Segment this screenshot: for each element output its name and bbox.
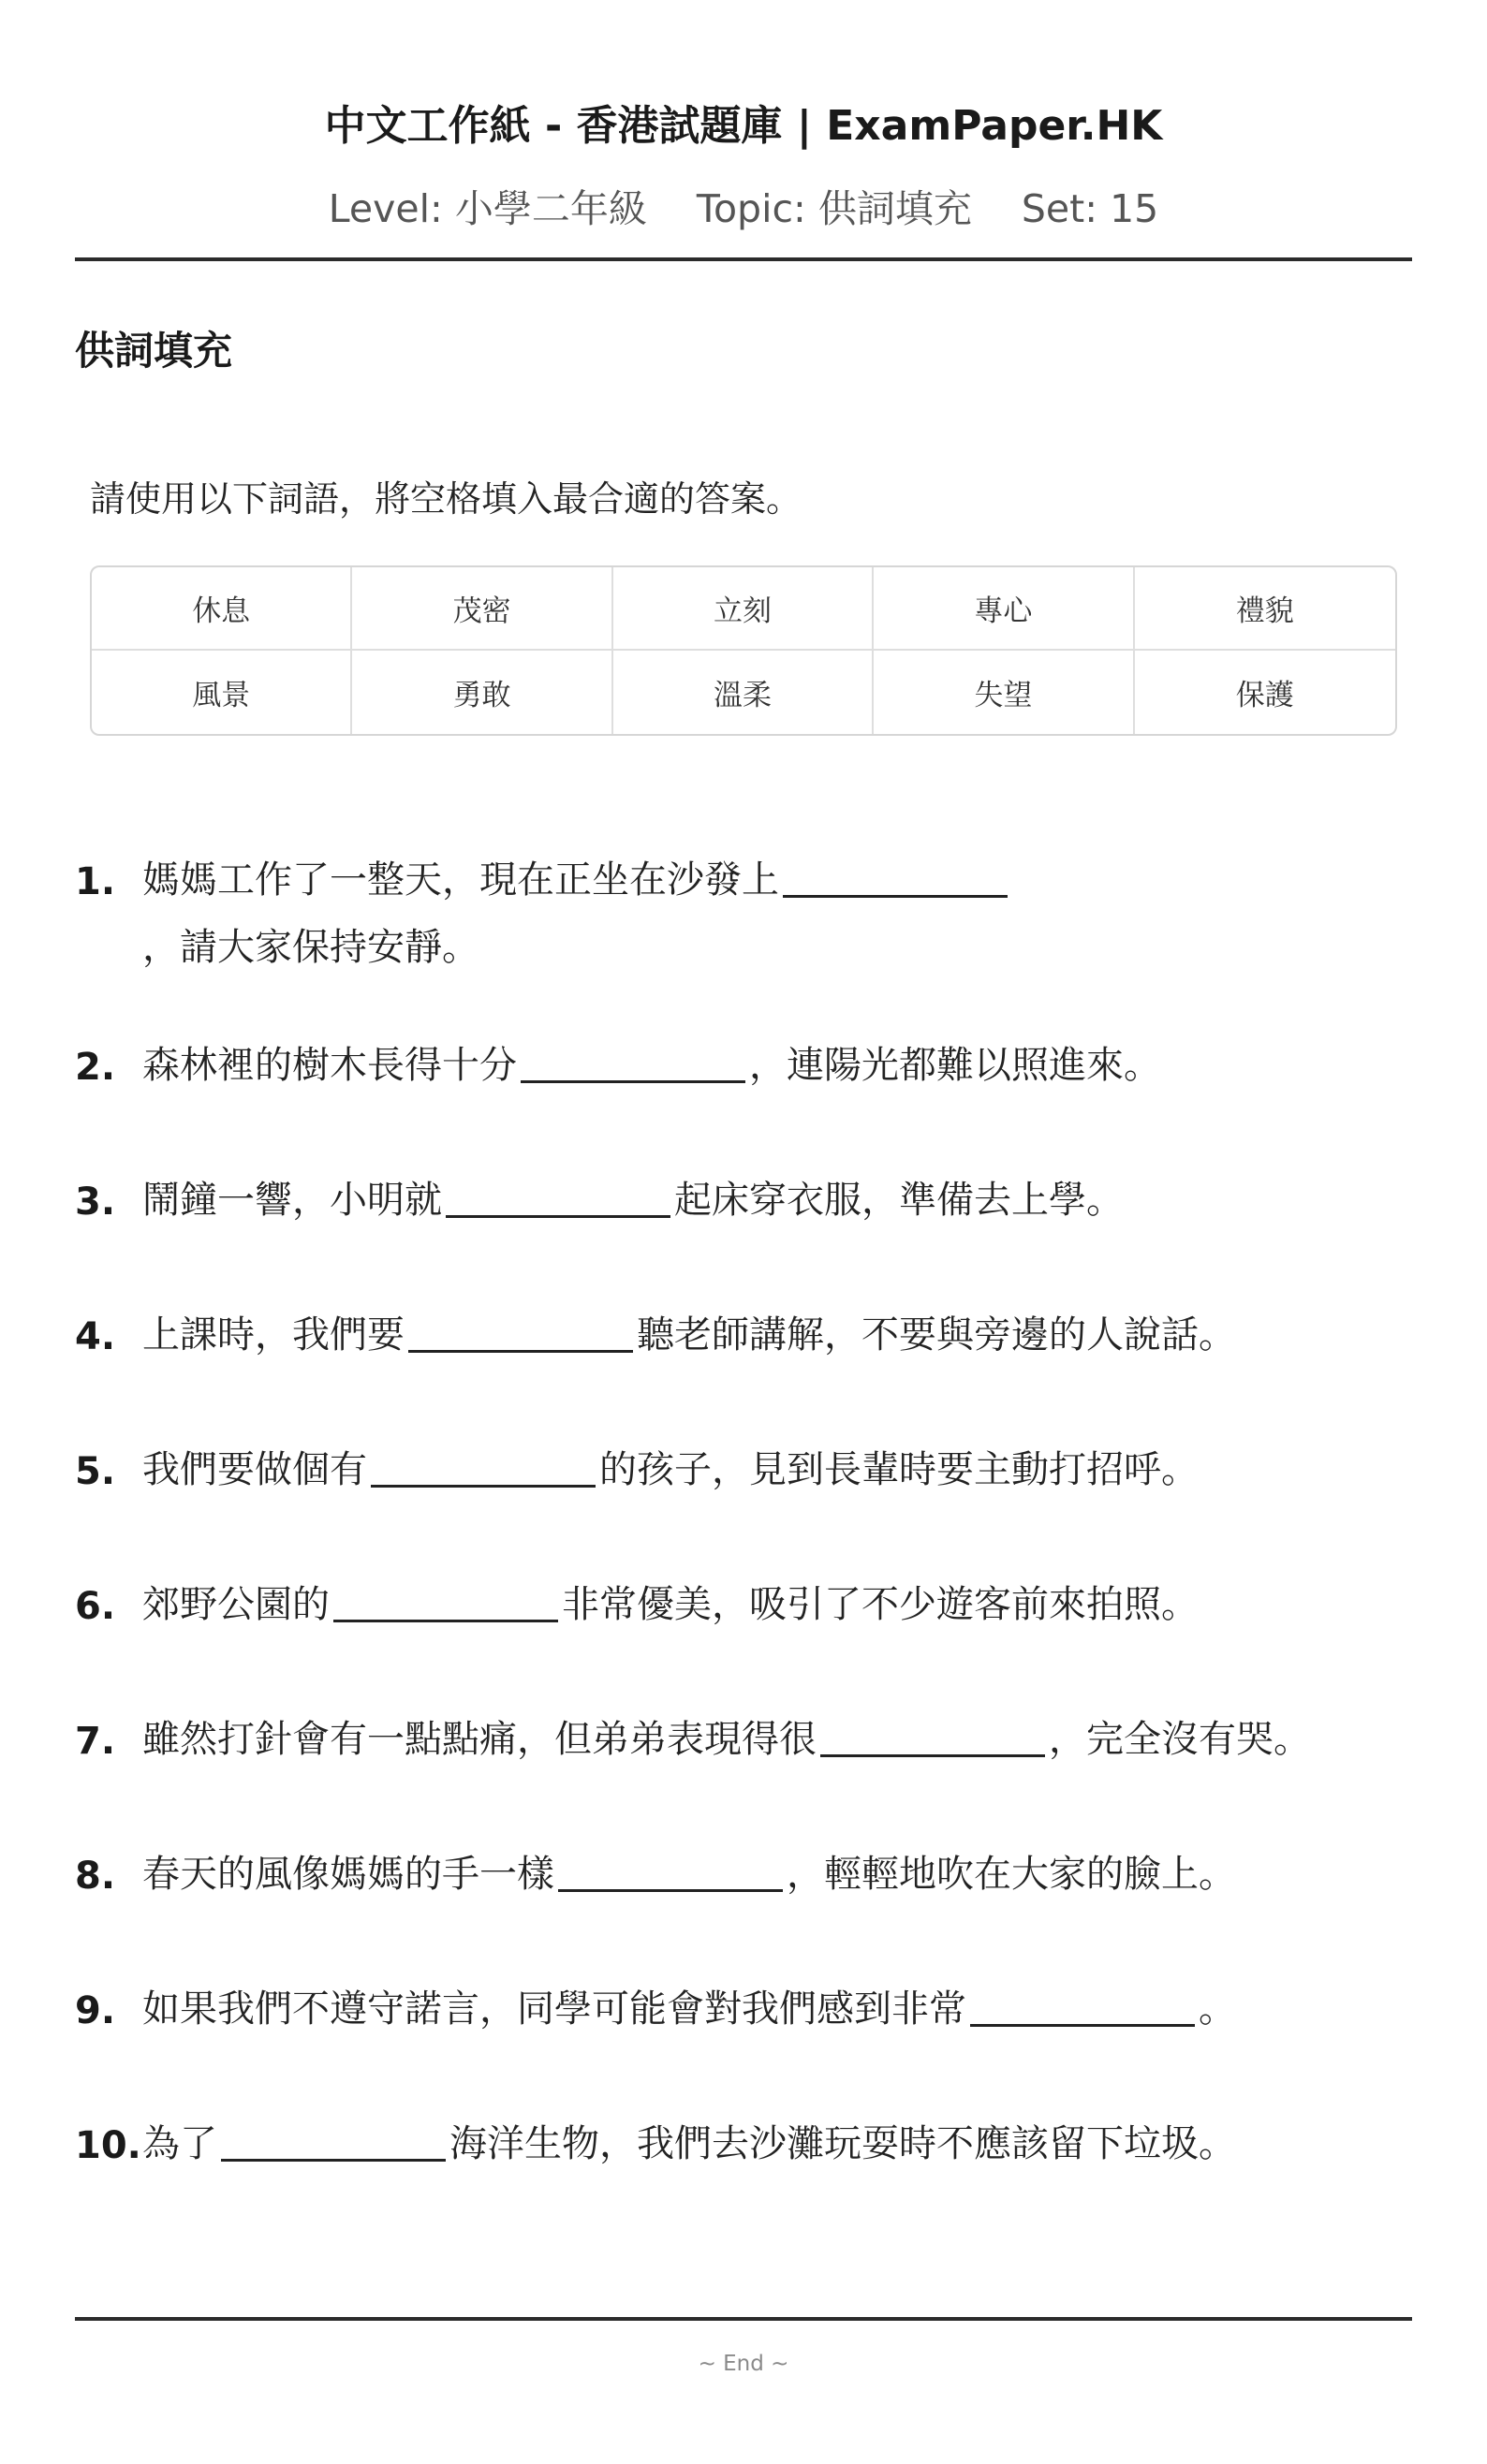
question-text-before: 郊野公園的	[142, 1583, 330, 1626]
question-text-after: 非常優美，吸引了不少遊客前來拍照。	[562, 1583, 1199, 1626]
answer-blank[interactable]	[558, 1852, 783, 1892]
question-item	[75, 1571, 1423, 1638]
question-item	[75, 1032, 1423, 1099]
question-item	[75, 1975, 1423, 2043]
question-number: 5.	[75, 1450, 116, 1493]
question-number: 2.	[75, 1046, 116, 1089]
question-text-before: 上課時，我們要	[142, 1313, 405, 1357]
answer-blank[interactable]	[783, 858, 1008, 898]
question-text-before: 我們要做個有	[142, 1448, 367, 1491]
question-item	[75, 2110, 1423, 2178]
question-number: 1.	[75, 860, 116, 903]
answer-blank[interactable]	[970, 1987, 1195, 2027]
question-number: 3.	[75, 1181, 116, 1224]
set-label: Set: 15	[1021, 186, 1159, 231]
answer-blank[interactable]	[820, 1717, 1045, 1757]
footer-divider	[75, 2317, 1412, 2321]
question-number: 4.	[75, 1315, 116, 1358]
worksheet-meta	[0, 178, 1487, 233]
level-label: Level: 小學二年級	[328, 186, 647, 231]
question-text-before: 如果我們不遵守諾言，同學可能會對我們感到非常	[142, 1987, 966, 2031]
section-title: 供詞填充	[75, 328, 233, 374]
question-text-after: ，請大家保持安靜。	[142, 926, 479, 969]
word-bank-cell: 失望	[874, 651, 1134, 734]
question-number: 8.	[75, 1855, 116, 1898]
question-number: 10.	[75, 2124, 141, 2167]
answer-blank[interactable]	[371, 1447, 596, 1488]
answer-blank[interactable]	[521, 1043, 745, 1083]
question-text-before: 為了	[142, 2122, 217, 2165]
question-text-after: 海洋生物，我們去沙灘玩耍時不應該留下垃圾。	[449, 2122, 1236, 2165]
answer-blank[interactable]	[446, 1178, 670, 1218]
question-text-before: 森林裡的樹木長得十分	[142, 1044, 517, 1087]
question-text-after: 。	[1199, 1987, 1236, 2031]
word-bank-cell: 保護	[1235, 679, 1294, 712]
word-bank-cell: 禮貌	[1135, 567, 1395, 651]
question-number: 9.	[75, 1989, 116, 2032]
question-item	[75, 846, 1423, 981]
question-item	[75, 1301, 1423, 1369]
question-text-after: ，輕輕地吹在大家的臉上。	[787, 1853, 1236, 1896]
worksheet-title: 中文工作紙 - 香港試題庫 | ExamPaper.HK	[324, 102, 1163, 150]
question-text-after: 聽老師講解，不要與旁邊的人說話。	[637, 1313, 1236, 1357]
question-text-after: ，完全沒有哭。	[1049, 1718, 1311, 1761]
question-text-after: 起床穿衣服，準備去上學。	[674, 1179, 1124, 1222]
question-text-before: 媽媽工作了一整天，現在正坐在沙發上	[142, 858, 779, 902]
question-text-before: 鬧鐘一響，小明就	[142, 1179, 442, 1222]
word-bank-cell: 休息	[92, 567, 352, 651]
answer-blank[interactable]	[333, 1582, 558, 1622]
question-item	[75, 1166, 1423, 1234]
question-text-after: 的孩子，見到長輩時要主動打招呼。	[599, 1448, 1199, 1491]
word-bank-cell: 茂密	[352, 567, 612, 651]
header-divider	[75, 257, 1412, 261]
word-bank-cell: 溫柔	[613, 651, 874, 734]
instruction-text: 請使用以下詞語，將空格填入最合適的答案。	[90, 478, 802, 520]
topic-label: Topic: 供詞填充	[696, 186, 972, 231]
question-item	[75, 1436, 1423, 1503]
question-number: 6.	[75, 1585, 116, 1628]
word-bank-cell: 勇敢	[352, 651, 612, 734]
answer-blank[interactable]	[221, 2121, 446, 2162]
word-bank-table	[90, 565, 1397, 736]
question-text-before: 春天的風像媽媽的手一樣	[142, 1853, 554, 1896]
question-text-after: ，連陽光都難以照進來。	[749, 1044, 1161, 1087]
word-bank-cell: 立刻	[613, 567, 874, 651]
question-item	[75, 1706, 1423, 1773]
question-text-before: 雖然打針會有一點點痛，但弟弟表現得很	[142, 1718, 817, 1761]
word-bank-cell: 風景	[92, 651, 352, 734]
question-number: 7.	[75, 1720, 116, 1763]
question-item	[75, 1841, 1423, 1908]
word-bank-cell: 專心	[874, 567, 1134, 651]
answer-blank[interactable]	[408, 1313, 633, 1353]
footer-end-marker: ~ End ~	[698, 2352, 789, 2376]
